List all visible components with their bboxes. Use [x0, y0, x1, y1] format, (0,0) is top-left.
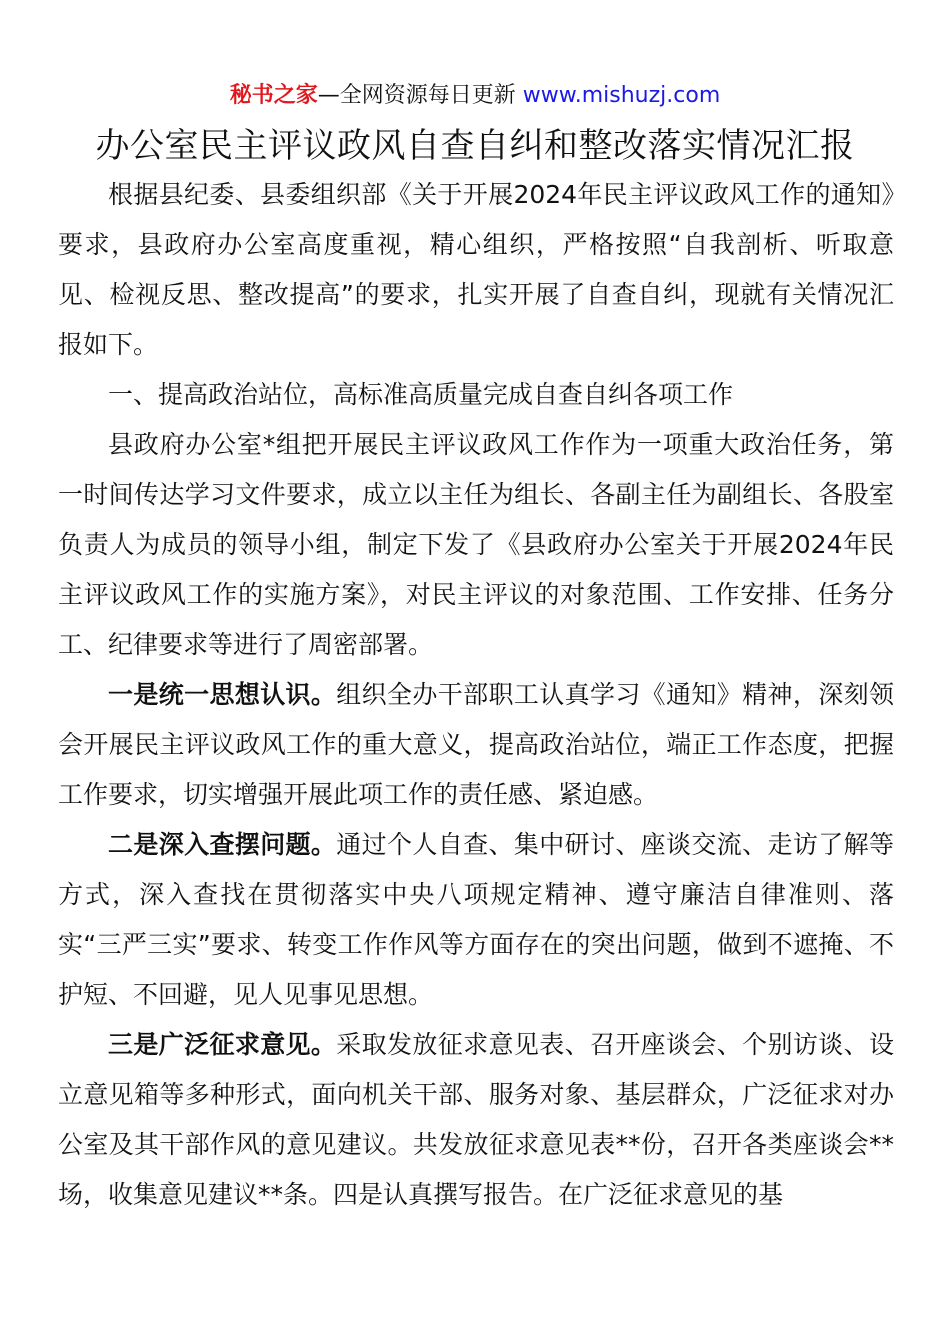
section-heading: [58, 370, 894, 420]
paragraph-text: 采取发放征求意见表、召开座谈会、个别访谈、设立意见箱等多种形式，面向机关干部、服务对象、基层群众，广泛征求对办公室及其干部作风的意见建议。共发放征求意见表**份，召开各类座谈会**场，收集意见建议**条。四是认真撰写报告。在广泛征求意见的基: [58, 1030, 894, 1209]
section-heading-text: 一、提高政治站位，高标准高质量完成自查自纠各项工作: [108, 380, 734, 409]
site-header: [0, 80, 950, 112]
paragraph-lead: 二是深入查摆问题。: [108, 830, 337, 859]
site-name: 秘书之家: [229, 83, 318, 108]
paragraph-organization: [58, 420, 894, 670]
site-tagline: —全网资源每日更新: [317, 83, 516, 108]
paragraph-text: 组织全办干部职工认真学习《通知》精神，深刻领会开展民主评议政风工作的重大意义，提高政治站位，端正工作态度，把握工作要求，切实增强开展此项工作的责任感、紧迫感。: [58, 680, 894, 809]
paragraph-point-2: [58, 820, 894, 1020]
site-url-link[interactable]: www.mishuzj.com: [522, 83, 721, 108]
paragraph-intro: [58, 170, 894, 370]
paragraph-text: 根据县纪委、县委组织部《关于开展2024年民主评议政风工作的通知》要求，县政府办公室高度重视，精心组织，严格按照“自我剖析、听取意见、检视反思、整改提高”的要求，扎实开展了自查自纠，现就有关情况汇报如下。: [58, 180, 894, 359]
paragraph-point-3: [58, 1020, 894, 1220]
document-title: 办公室民主评议政风自查自纠和整改落实情况汇报: [95, 126, 855, 166]
paragraph-text: 通过个人自查、集中研讨、座谈交流、走访了解等方式，深入查找在贯彻落实中央八项规定精神、遵守廉洁自律准则、落实“三严三实”要求、转变工作作风等方面存在的突出问题，做到不遮掩、不护短、不回避，见人见事见思想。: [58, 830, 894, 1009]
paragraph-text: 县政府办公室*组把开展民主评议政风工作作为一项重大政治任务，第一时间传达学习文件要求，成立以主任为组长、各副主任为副组长、各股室负责人为成员的领导小组，制定下发了《县政府办公室关于开展2024年民主评议政风工作的实施方案》，对民主评议的对象范围、工作安排、任务分工、纪律要求等进行了周密部署。: [58, 430, 894, 659]
paragraph-lead: 一是统一思想认识。: [108, 680, 337, 709]
paragraph-lead: 三是广泛征求意见。: [108, 1030, 337, 1059]
paragraph-point-1: [58, 670, 894, 820]
document-body: [58, 170, 894, 1220]
